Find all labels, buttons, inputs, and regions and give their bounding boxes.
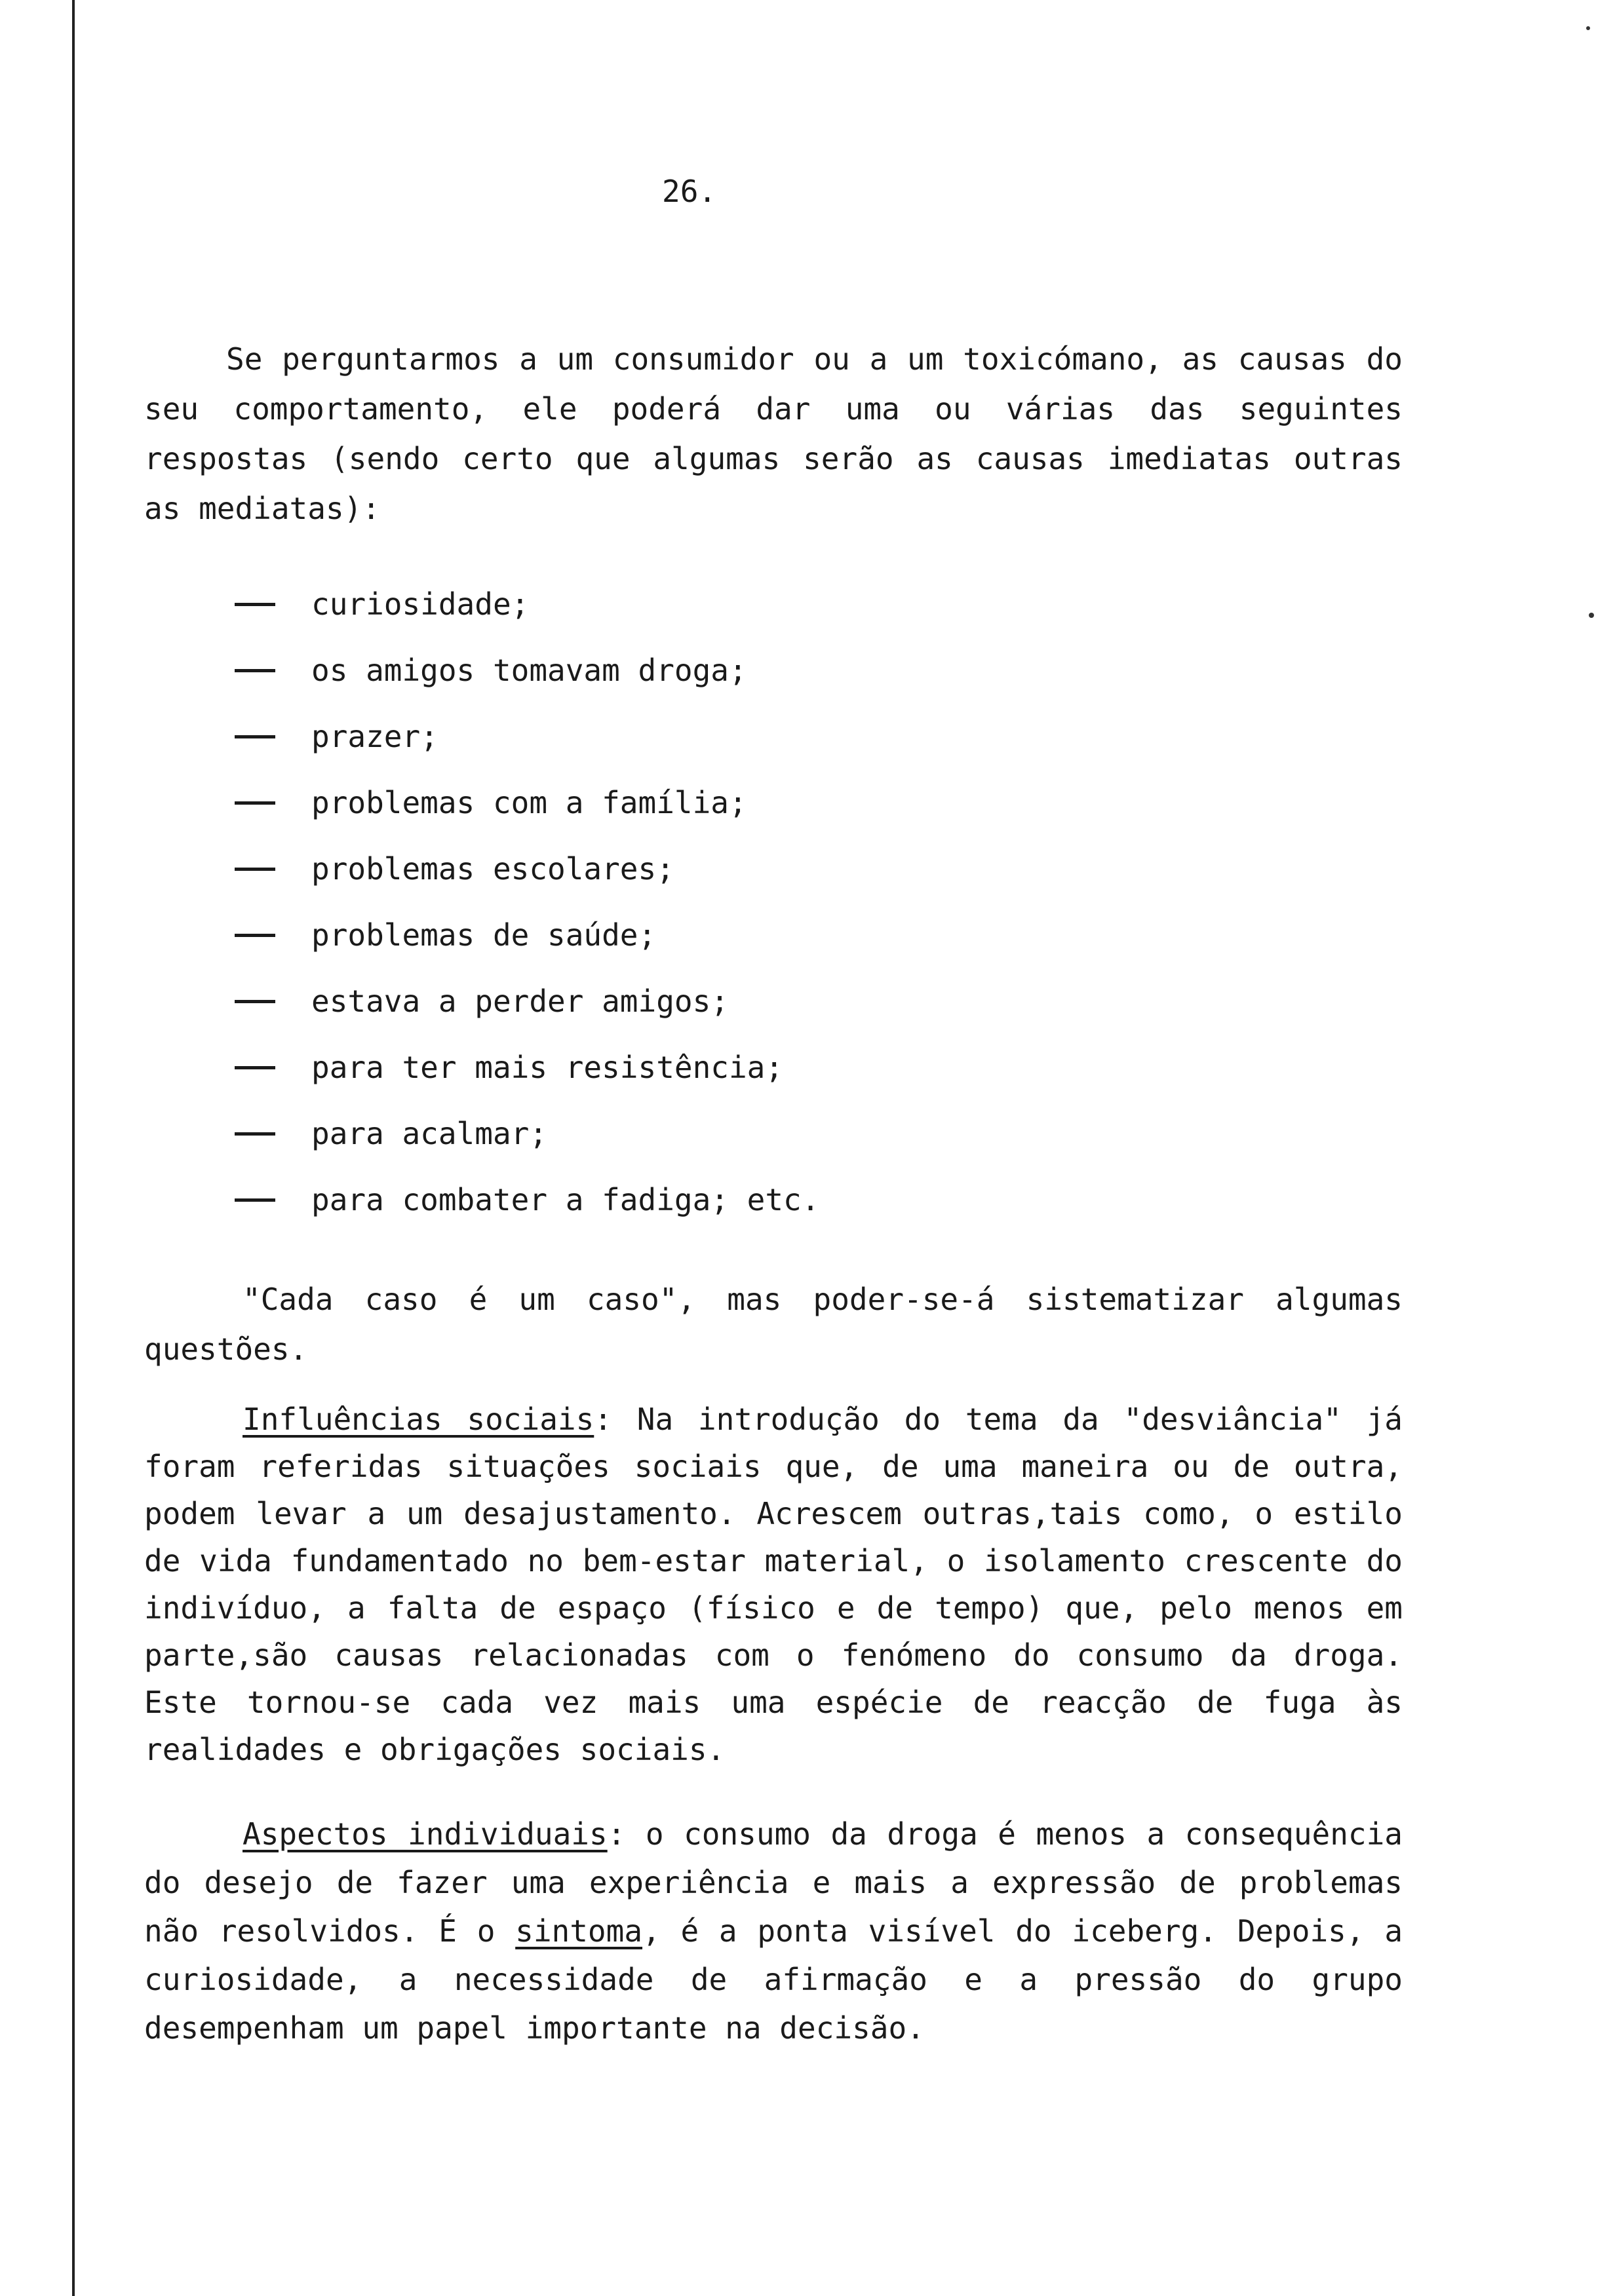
dash-bullet	[235, 801, 275, 805]
social-influences-paragraph	[144, 1396, 1403, 1773]
list-item-text: problemas escolares;	[311, 851, 674, 887]
list-item-text: problemas de saúde;	[311, 917, 657, 953]
binding-margin-line	[72, 0, 75, 2296]
list-item	[235, 783, 819, 849]
list-item	[235, 584, 819, 651]
scan-speck	[1586, 26, 1590, 30]
list-item-text: problemas com a família;	[311, 785, 747, 820]
dash-bullet	[235, 669, 275, 672]
dash-bullet	[235, 735, 275, 738]
list-item	[235, 651, 819, 717]
list-item-text: para ter mais resistência;	[311, 1050, 784, 1085]
causes-list	[235, 584, 819, 1246]
individual-aspects-text-continued: , é a ponta visível do iceberg. Depois, a curiosidade, a necessidade de afirmação e a pressão do grupo desempenham um papel importante na decisão.	[144, 1913, 1403, 2046]
list-item	[235, 849, 819, 915]
list-item-text: estava a perder amigos;	[311, 984, 729, 1019]
dash-bullet	[235, 868, 275, 871]
dash-bullet	[235, 603, 275, 606]
individual-aspects-text: : o consumo da droga é menos a consequência do desejo de fazer uma experiência e mais a expressão de problemas não resolvidos. É o	[144, 1816, 1403, 1949]
dash-bullet	[235, 1000, 275, 1003]
dash-bullet	[235, 1198, 275, 1202]
symptom-emphasis: sintoma	[515, 1913, 643, 1949]
list-item	[235, 982, 819, 1048]
list-item	[235, 1048, 819, 1114]
page-number: 26.	[662, 174, 717, 209]
list-item-text: os amigos tomavam droga;	[311, 653, 747, 688]
list-item-text: para acalmar;	[311, 1116, 548, 1151]
list-item	[235, 1180, 819, 1246]
list-item	[235, 915, 819, 982]
intro-paragraph: Se perguntarmos a um consumidor ou a um toxicómano, as causas do seu comportamento, ele poderá dar uma ou várias das seguintes respostas (sendo certo que algumas serão as causas imediatas outras as mediatas):	[144, 341, 1403, 526]
list-item	[235, 717, 819, 783]
dash-bullet	[235, 934, 275, 937]
social-influences-heading: Influências sociais	[243, 1402, 594, 1437]
quote-paragraph: "Cada caso é um caso", mas poder-se-á sistematizar algumas questões.	[144, 1282, 1403, 1367]
individual-aspects-heading: Aspectos individuais	[243, 1816, 608, 1852]
dash-bullet	[235, 1066, 275, 1069]
list-item	[235, 1114, 819, 1180]
scan-speck	[1589, 613, 1594, 618]
list-item-text: prazer;	[311, 719, 438, 754]
individual-aspects-paragraph	[144, 1810, 1403, 2052]
list-item-text: para combater a fadiga; etc.	[311, 1182, 820, 1217]
dash-bullet	[235, 1132, 275, 1136]
social-influences-text: : Na introdução do tema da "desviância" já foram referidas situações sociais que, de uma maneira ou de outra, podem levar a um desajustamento. Acrescem outras,tais como, o estilo de vida fundamentado no bem-estar material, o isolamento crescente do indivíduo, a falta de espaço (físico e de tempo) que, pelo menos em parte,são causas relacionadas com o fenómeno do consumo da droga. Este tornou-se cada vez mais uma espécie de reacção de fuga às realidades e obrigações sociais.	[144, 1402, 1403, 1767]
list-item-text: curiosidade;	[311, 586, 530, 622]
